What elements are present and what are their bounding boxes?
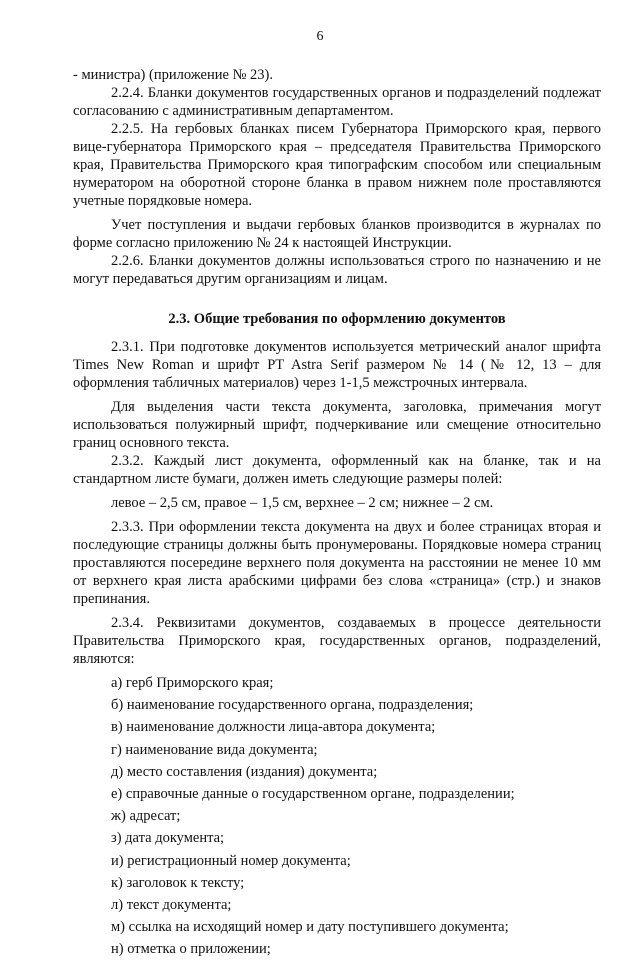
list-item: и) регистрационный номер документа;: [111, 852, 351, 869]
requisites-list: [73, 674, 601, 958]
paragraph-2-3-1: 2.3.1. При подготовке документов используется метрический аналог шрифта Times New Roman и шрифт PT Astra Serif размером № 14 (№ 12, 13 – для оформления табличных материалов) через 1-1,5 межстрочных интервала.: [73, 339, 601, 391]
page-number: 6: [316, 29, 324, 44]
paragraph-text-emphasis: Для выделения части текста документа, заголовка, примечания могут использоваться полужирный шрифт, подчеркивание или смещение относительно границ основного текста.: [73, 399, 601, 451]
paragraph-2-3-4: 2.3.4. Реквизитами документов, создаваемых в процессе деятельности Правительства Приморского края, государственных органов, подразделений, являются:: [73, 615, 601, 667]
document-body: [73, 66, 601, 962]
list-item: к) заголовок к тексту;: [111, 874, 245, 891]
paragraph-2-2-6: 2.2.6. Бланки документов должны использоваться строго по назначению и не могут передаваться другим организациям и лицам.: [73, 253, 601, 287]
list-item: в) наименование должности лица-автора документа;: [111, 719, 436, 736]
list-item: е) справочные данные о государственном органе, подразделении;: [111, 785, 515, 802]
list-item: б) наименование государственного органа, подразделения;: [111, 697, 474, 714]
paragraph-2-3-2: 2.3.2. Каждый лист документа, оформленный как на бланке, так и на стандартном листе бумаги, должен иметь следующие размеры полей:: [73, 453, 601, 487]
paragraph-2-2-4: 2.2.4. Бланки документов государственных органов и подразделений подлежат согласованию с административным департаментом.: [73, 85, 601, 119]
paragraph-2-3-3: 2.3.3. При оформлении текста документа на двух и более страницах вторая и последующие страницы должны быть пронумерованы. Порядковые номера страниц проставляются посередине верхнего поля документа на расстоянии не менее 10 мм от верхнего края листа арабскими цифрами без слова «страница» (стр.) и знаков препинания.: [73, 519, 601, 607]
paragraph-blank-accounting: Учет поступления и выдачи гербовых бланков производится в журналах по форме согласно приложению № 24 к настоящей Инструкции.: [73, 217, 601, 251]
list-item: г) наименование вида документа;: [111, 741, 318, 758]
paragraph-2-2-5: 2.2.5. На гербовых бланках писем Губернатора Приморского края, первого вице-губернатора Приморского края – председателя Правительства Приморского края, Правительства Приморского края типографским способом или специальным нумератором на оборотной стороне бланка в правом нижнем поле проставляются учетные порядковые номера.: [73, 121, 601, 209]
list-item: н) отметка о приложении;: [111, 941, 271, 958]
list-item: з) дата документа;: [111, 830, 225, 847]
list-item: а) герб Приморского края;: [111, 675, 274, 691]
list-item: ж) адресат;: [111, 808, 181, 825]
list-item: л) текст документа;: [111, 896, 232, 913]
list-item: д) место составления (издания) документа;: [111, 763, 378, 780]
paragraph-continuation: - министра) (приложение № 23).: [73, 67, 273, 83]
paragraph-margins: левое – 2,5 см, правое – 1,5 см, верхнее – 2 см; нижнее – 2 см.: [111, 495, 494, 511]
section-heading: 2.3. Общие требования по оформлению документов: [168, 311, 506, 327]
list-item: м) ссылка на исходящий номер и дату поступившего документа;: [111, 919, 509, 936]
